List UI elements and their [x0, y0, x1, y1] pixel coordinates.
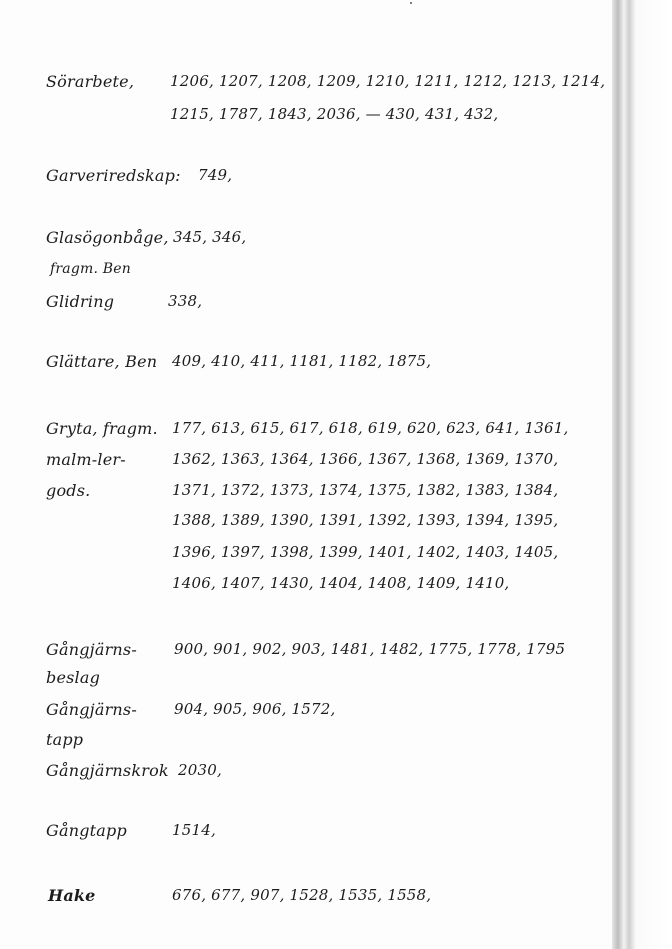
index-term: Gryta, fragm. [46, 419, 158, 438]
index-numbers: 409, 410, 411, 1181, 1182, 1875, [172, 352, 432, 370]
index-numbers: 900, 901, 902, 903, 1481, 1482, 1775, 1778, 1795 [174, 640, 566, 658]
index-numbers: 676, 677, 907, 1528, 1535, 1558, [172, 886, 432, 904]
index-term: Sörarbete, [46, 72, 135, 91]
index-numbers: 1206, 1207, 1208, 1209, 1210, 1211, 1212, 1213, 1214, [170, 72, 606, 90]
index-numbers: 177, 613, 615, 617, 618, 619, 620, 623, 641, 1361, [172, 419, 569, 437]
index-numbers: 2030, [178, 761, 222, 779]
speck-mark [410, 2, 412, 4]
index-term: Glasögonbåge, [46, 228, 169, 247]
index-numbers: 1371, 1372, 1373, 1374, 1375, 1382, 1383, 1384, [172, 481, 559, 499]
index-term: Gångjärns- [46, 700, 137, 719]
index-numbers: 749, [198, 166, 233, 184]
index-term: Gångjärns- [46, 640, 137, 659]
index-numbers: 1396, 1397, 1398, 1399, 1401, 1402, 1403, 1405, [172, 543, 559, 561]
index-numbers: 1406, 1407, 1430, 1404, 1408, 1409, 1410, [172, 574, 510, 592]
index-numbers: 1362, 1363, 1364, 1366, 1367, 1368, 1369, 1370, [172, 450, 559, 468]
index-numbers: 345, 346, [173, 228, 247, 246]
index-numbers: 1514, [172, 821, 216, 839]
index-numbers: 904, 905, 906, 1572, [174, 700, 336, 718]
index-term: Glättare, Ben [46, 352, 158, 371]
index-term: tapp [46, 730, 84, 749]
index-term: beslag [46, 668, 101, 687]
index-numbers: 1215, 1787, 1843, 2036, — 430, 431, 432, [170, 105, 499, 123]
index-term: gods. [46, 481, 91, 500]
index-numbers: 1388, 1389, 1390, 1391, 1392, 1393, 1394, 1395, [172, 511, 559, 529]
index-term: malm-ler- [46, 450, 126, 469]
index-term-qualifier: fragm. Ben [50, 261, 131, 277]
index-term: Gångjärnskrok [46, 761, 169, 780]
index-term: Hake [48, 886, 96, 905]
index-term: Glidring [46, 292, 115, 311]
page-binding-gutter [612, 0, 672, 949]
index-term: Gångtapp [46, 821, 127, 840]
index-numbers: 338, [168, 292, 203, 310]
index-term: Garveriredskap: [46, 166, 181, 185]
